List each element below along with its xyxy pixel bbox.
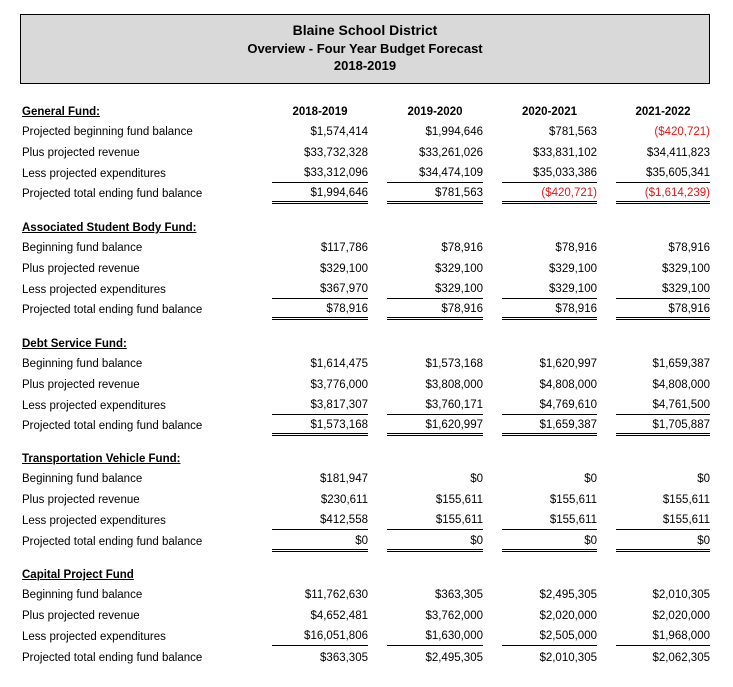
value-cell: $230,611 (320, 494, 368, 506)
table-row (0, 143, 733, 163)
value-cell: $1,659,387 (652, 358, 710, 370)
total-cell: $1,705,887 (616, 416, 710, 436)
table-row (0, 354, 733, 374)
value-cell: $4,808,000 (539, 379, 597, 391)
year-header: 2021-2022 (635, 106, 691, 118)
value-cell: $33,831,102 (533, 147, 597, 159)
section-title: Associated Student Body Fund: (22, 222, 197, 234)
total-cell: $781,563 (387, 184, 483, 204)
value-cell: $781,563 (549, 126, 597, 138)
table-row (0, 396, 733, 416)
row-label: Less projected expenditures (22, 284, 166, 296)
value-cell: $35,033,386 (502, 164, 597, 183)
row-label: Plus projected revenue (22, 263, 140, 275)
value-cell: $1,994,646 (425, 126, 483, 138)
value-cell: $34,411,823 (646, 147, 710, 159)
value-cell: $1,614,475 (310, 358, 368, 370)
table-row (0, 511, 733, 531)
total-cell: $1,620,997 (387, 416, 483, 436)
row-label: Plus projected revenue (22, 610, 140, 622)
table-row (0, 259, 733, 279)
value-cell: $155,611 (502, 511, 597, 530)
value-cell: $329,100 (662, 263, 710, 275)
district-title: Blaine School District (292, 22, 438, 38)
row-label: Projected total ending fund balance (22, 188, 203, 200)
row-label: Less projected expenditures (22, 400, 166, 412)
row-label: Beginning fund balance (22, 589, 143, 601)
negative-value-cell: ($420,721) (654, 126, 710, 138)
total-cell: $0 (502, 532, 597, 552)
value-cell: $1,630,000 (387, 627, 483, 646)
value-cell: $155,611 (662, 494, 710, 506)
total-cell: $1,659,387 (502, 416, 597, 436)
value-cell: $0 (584, 473, 597, 485)
table-row (0, 164, 733, 184)
value-cell: $117,786 (320, 242, 368, 254)
report-subtitle: Overview - Four Year Budget Forecast (247, 41, 483, 56)
value-cell: $3,762,000 (425, 610, 483, 622)
value-cell: $155,611 (616, 511, 710, 530)
row-label: Beginning fund balance (22, 473, 143, 485)
value-cell: $4,761,500 (616, 396, 710, 415)
value-cell: $329,100 (502, 280, 597, 299)
total-row (0, 184, 733, 204)
total-cell: $363,305 (320, 652, 368, 664)
value-cell: $329,100 (616, 280, 710, 299)
table-row (0, 469, 733, 489)
value-cell: $78,916 (441, 242, 483, 254)
table-row (0, 490, 733, 510)
value-cell: $33,732,328 (304, 147, 368, 159)
row-label: Projected total ending fund balance (22, 304, 203, 316)
value-cell: $155,611 (435, 494, 483, 506)
total-cell: $78,916 (387, 300, 483, 320)
row-label: Less projected expenditures (22, 631, 166, 643)
table-row (0, 375, 733, 395)
value-cell: $78,916 (555, 242, 597, 254)
section-header-row (0, 102, 733, 122)
year-header: 2019-2020 (407, 106, 463, 118)
total-cell: $0 (272, 532, 368, 552)
value-cell: $0 (470, 473, 483, 485)
report-year: 2018-2019 (333, 58, 397, 73)
value-cell: $11,762,630 (304, 589, 368, 601)
total-cell: $2,495,305 (425, 652, 483, 664)
value-cell: $412,558 (272, 511, 368, 530)
value-cell: $363,305 (435, 589, 483, 601)
section-header-row (0, 449, 733, 469)
value-cell: $2,020,000 (539, 610, 597, 622)
value-cell: $1,620,997 (539, 358, 597, 370)
table-row (0, 606, 733, 626)
total-row (0, 648, 733, 668)
value-cell: $329,100 (387, 280, 483, 299)
table-row (0, 585, 733, 605)
value-cell: $2,495,305 (539, 589, 597, 601)
value-cell: $155,611 (549, 494, 597, 506)
value-cell: $155,611 (387, 511, 483, 530)
negative-total-cell: ($420,721) (502, 184, 597, 204)
row-label: Beginning fund balance (22, 242, 143, 254)
value-cell: $2,020,000 (652, 610, 710, 622)
value-cell: $181,947 (320, 473, 368, 485)
total-cell: $2,010,305 (539, 652, 597, 664)
row-label: Projected beginning fund balance (22, 126, 193, 138)
value-cell: $33,312,096 (272, 164, 368, 183)
row-label: Beginning fund balance (22, 358, 143, 370)
value-cell: $1,968,000 (616, 627, 710, 646)
table-row (0, 280, 733, 300)
value-cell: $1,573,168 (425, 358, 483, 370)
table-row (0, 122, 733, 142)
value-cell: $34,474,109 (387, 164, 483, 183)
row-label: Less projected expenditures (22, 515, 166, 527)
value-cell: $35,605,341 (616, 164, 710, 183)
section-header-row (0, 565, 733, 585)
row-label: Plus projected revenue (22, 494, 140, 506)
value-cell: $33,261,026 (419, 147, 483, 159)
value-cell: $329,100 (549, 263, 597, 275)
row-label: Plus projected revenue (22, 147, 140, 159)
table-row (0, 238, 733, 258)
value-cell: $3,817,307 (272, 396, 368, 415)
value-cell: $3,760,171 (387, 396, 483, 415)
total-cell: $78,916 (616, 300, 710, 320)
section-title: General Fund: (22, 106, 100, 118)
row-label: Projected total ending fund balance (22, 536, 203, 548)
negative-total-cell: ($1,614,239) (616, 184, 710, 204)
section-header-row (0, 334, 733, 354)
total-cell: $78,916 (502, 300, 597, 320)
value-cell: $78,916 (668, 242, 710, 254)
total-cell: $1,994,646 (272, 184, 368, 204)
table-row (0, 627, 733, 647)
value-cell: $3,808,000 (425, 379, 483, 391)
value-cell: $2,505,000 (502, 627, 597, 646)
value-cell: $367,970 (272, 280, 368, 299)
value-cell: $3,776,000 (310, 379, 368, 391)
report-header (20, 14, 710, 84)
row-label: Projected total ending fund balance (22, 652, 203, 664)
value-cell: $329,100 (320, 263, 368, 275)
total-cell: $1,573,168 (272, 416, 368, 436)
value-cell: $4,769,610 (502, 396, 597, 415)
value-cell: $16,051,806 (272, 627, 368, 646)
value-cell: $2,010,305 (652, 589, 710, 601)
row-label: Projected total ending fund balance (22, 420, 203, 432)
section-title: Transportation Vehicle Fund: (22, 453, 181, 465)
value-cell: $329,100 (435, 263, 483, 275)
year-header: 2020-2021 (522, 106, 577, 118)
row-label: Plus projected revenue (22, 379, 140, 391)
row-label: Less projected expenditures (22, 168, 166, 180)
total-cell: $0 (616, 532, 710, 552)
total-cell: $2,062,305 (652, 652, 710, 664)
value-cell: $4,652,481 (310, 610, 368, 622)
value-cell: $1,574,414 (310, 126, 368, 138)
section-title: Capital Project Fund (22, 569, 134, 581)
total-row (0, 300, 733, 320)
total-row (0, 416, 733, 436)
total-cell: $78,916 (272, 300, 368, 320)
value-cell: $0 (697, 473, 710, 485)
section-header-row (0, 218, 733, 238)
total-row (0, 532, 733, 552)
section-title: Debt Service Fund: (22, 338, 127, 350)
value-cell: $4,808,000 (652, 379, 710, 391)
year-header: 2018-2019 (292, 106, 348, 118)
total-cell: $0 (387, 532, 483, 552)
